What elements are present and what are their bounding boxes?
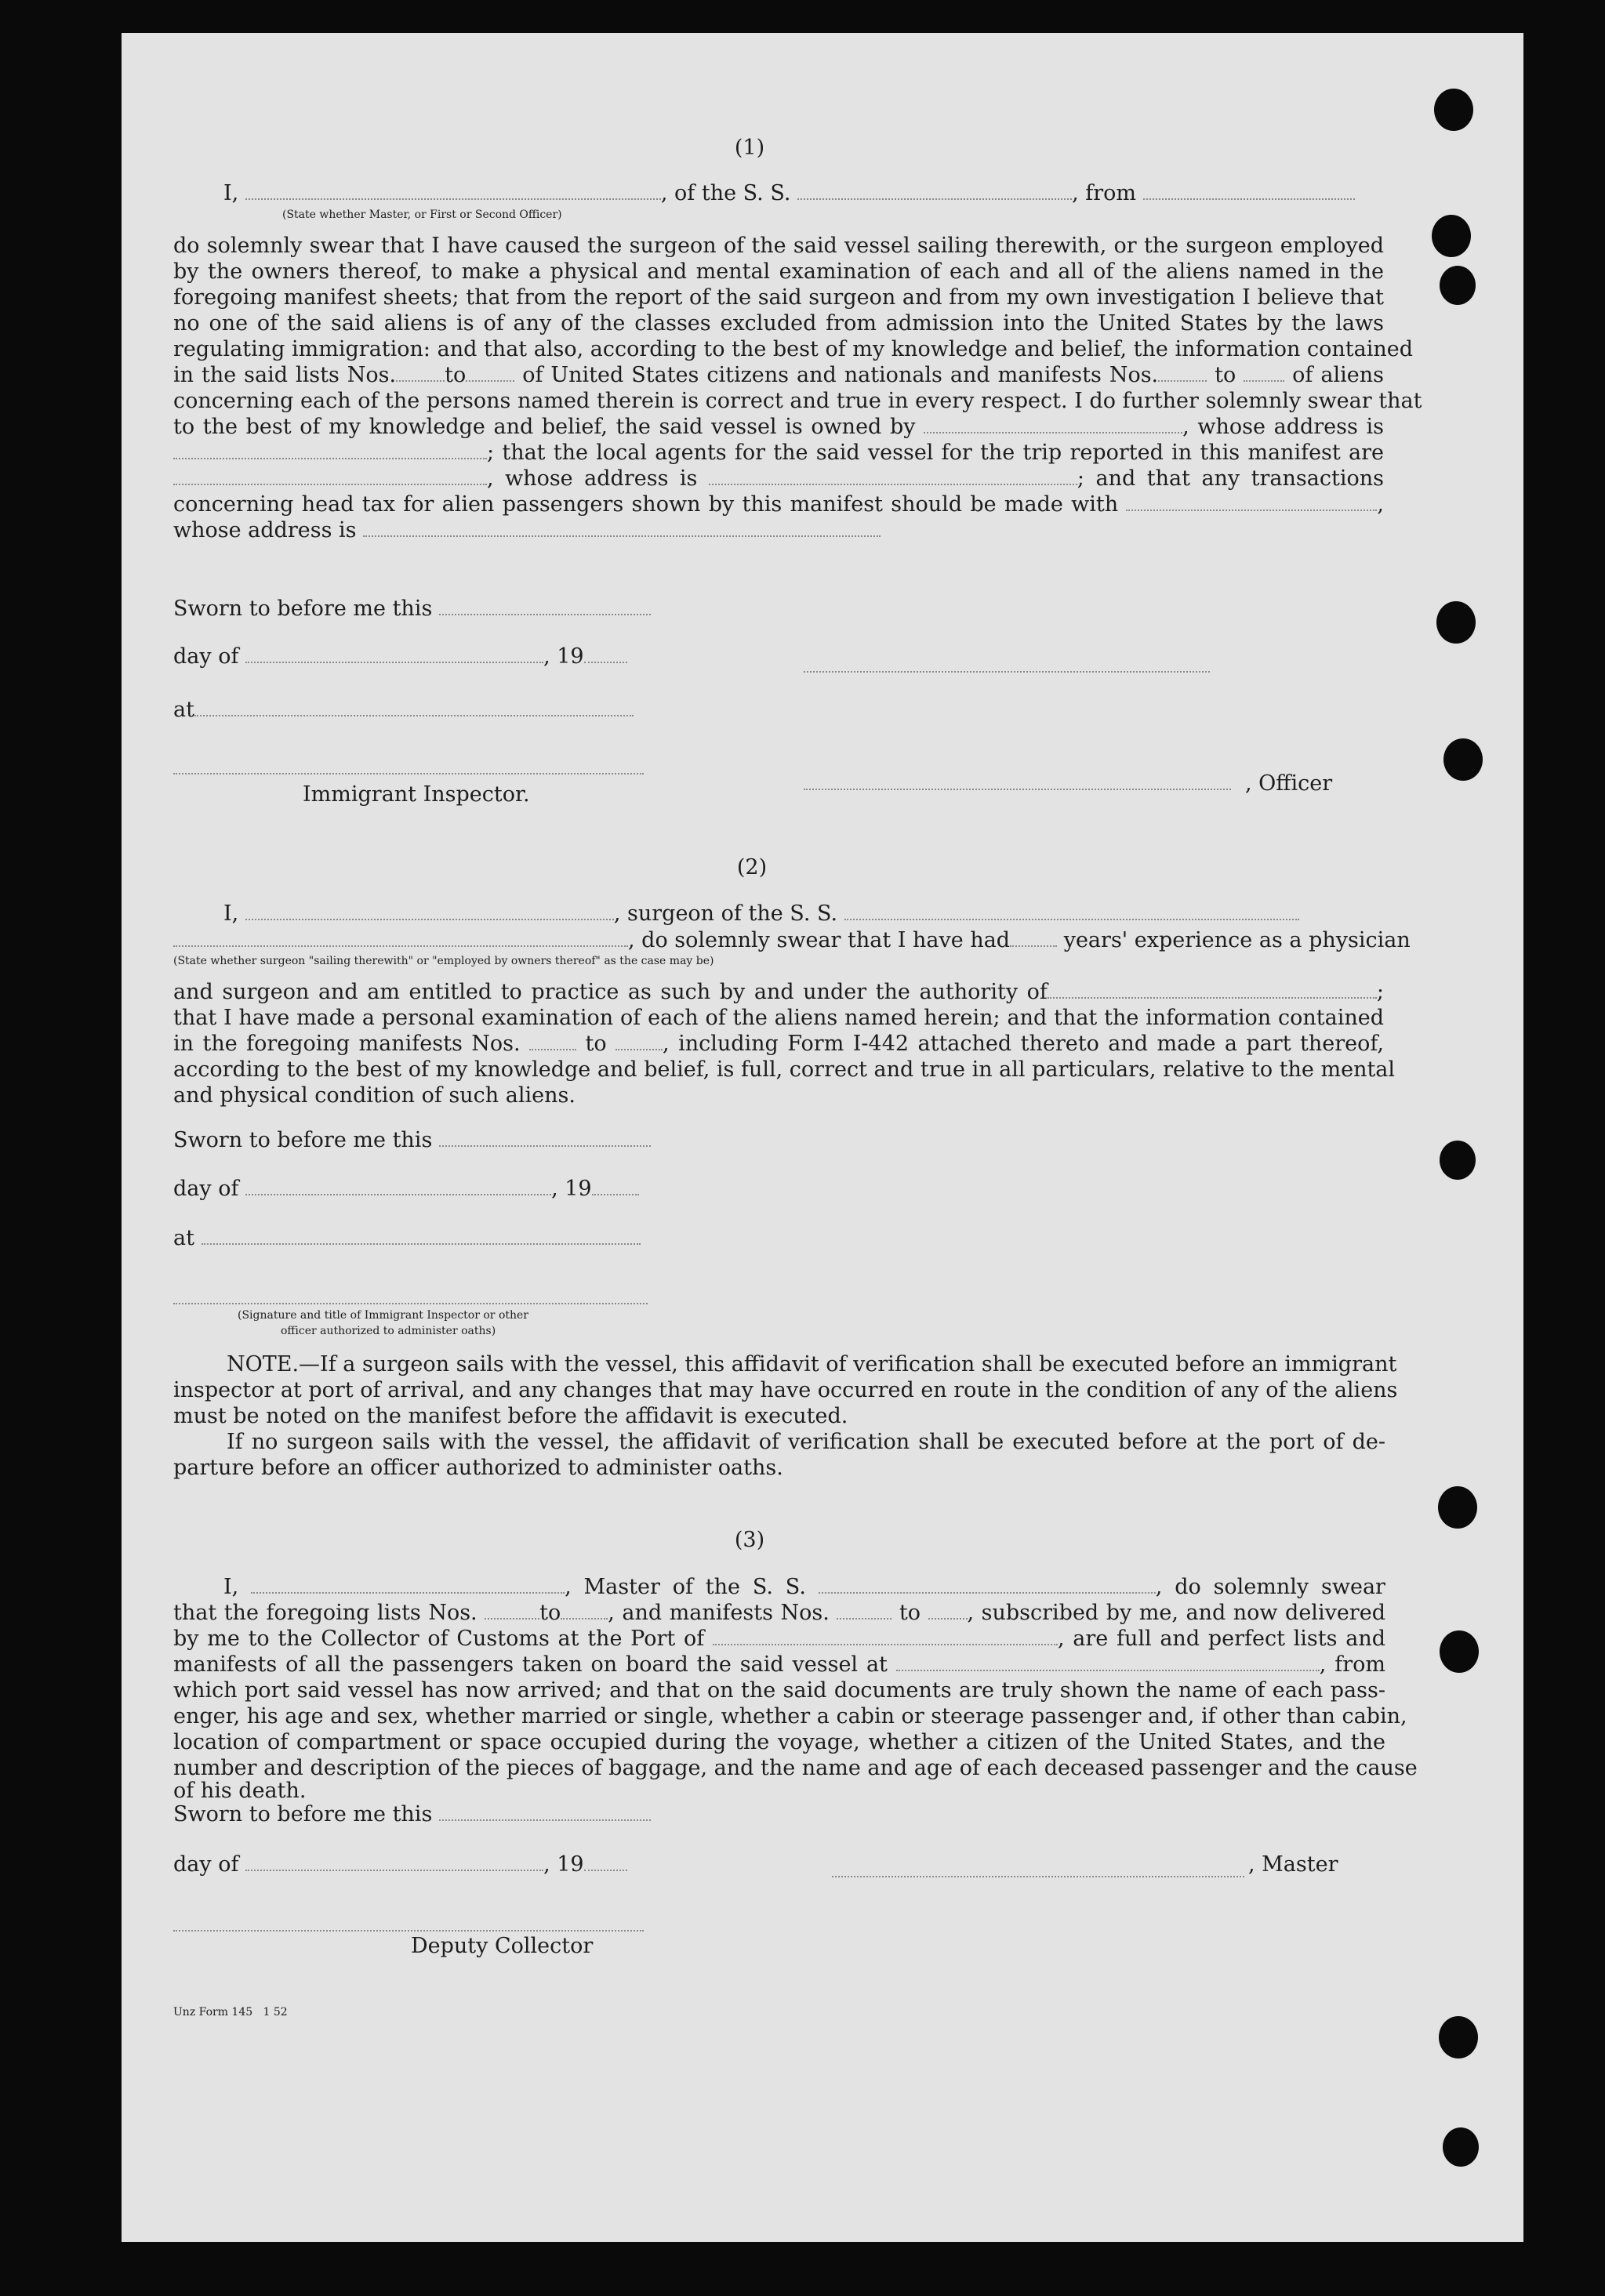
- board-line: manifests of all the passengers taken on board the said vessel at , from: [173, 1652, 1385, 1677]
- head-tax-address-field[interactable]: [363, 518, 881, 537]
- sworn-label: Sworn to before me this: [173, 1801, 1385, 1827]
- body-line: regulating immigration: and that also, according to the best of my knowledge and belief, the information contained: [173, 337, 1414, 361]
- binder-hole: [1432, 215, 1471, 257]
- section-2-number: (2): [736, 855, 768, 880]
- day-of-line: day of , 19: [173, 644, 627, 669]
- body-line: enger, his age and sex, whether married or single, whether a cabin or steerage passenger and, if other than cabin,: [173, 1704, 1407, 1728]
- lists-to-field[interactable]: [466, 363, 514, 382]
- master-line: I, , Master of the S. S. , do solemnly swear: [223, 1575, 1385, 1599]
- lists-from-field[interactable]: [396, 363, 445, 382]
- surgeon-note: (State whether surgeon "sailing therewith" or "employed by owners thereof" as the case may be): [173, 955, 714, 967]
- lists-nos-line: in the said lists Nos. to of United States citizens and nationals and manifests Nos. to of aliens: [173, 363, 1384, 387]
- deputy-signature-line[interactable]: [173, 1928, 644, 1931]
- section-2-body: [173, 979, 1396, 1108]
- boarding-port-field[interactable]: [896, 1652, 1320, 1671]
- binder-hole: [1439, 2016, 1478, 2058]
- body-line: of his death.: [173, 1779, 307, 1803]
- signature-note-1: (Signature and title of Immigrant Inspector or other: [238, 1309, 528, 1322]
- sworn-day-field[interactable]: [439, 1128, 651, 1147]
- binder-hole: [1440, 266, 1476, 305]
- sworn-day-field[interactable]: [439, 1802, 651, 1821]
- officer-note: (State whether Master, or First or Second Officer): [282, 209, 562, 221]
- lists-to-field[interactable]: [561, 1601, 608, 1620]
- year-field[interactable]: [584, 1852, 627, 1871]
- surgeon-employment-field[interactable]: [173, 928, 628, 947]
- collector-line: by me to the Collector of Customs at the Port of , are full and perfect lists and: [173, 1627, 1385, 1651]
- month-field[interactable]: [245, 1177, 551, 1195]
- authority-field[interactable]: [1048, 980, 1377, 999]
- at-line: at: [173, 697, 634, 723]
- manifests-to-field[interactable]: [928, 1601, 968, 1620]
- manifest-nos-line: in the foregoing manifests Nos. to , including Form I-442 attached thereto and made a part thereof,: [173, 1032, 1384, 1056]
- manifest-affidavit-page: [122, 33, 1523, 2242]
- lists-from-field[interactable]: [485, 1601, 539, 1620]
- binder-hole: [1440, 1630, 1479, 1673]
- surgeon-vessel-field[interactable]: [844, 901, 1299, 920]
- at-line: at: [173, 1225, 641, 1251]
- place-field[interactable]: [194, 698, 634, 716]
- binder-hole: [1443, 2127, 1479, 2167]
- manifest-to-field[interactable]: [615, 1032, 663, 1050]
- body-line: number and description of the pieces of baggage, and the name and age of each deceased passenger and the cause: [173, 1756, 1418, 1780]
- immigrant-inspector-label: Immigrant Inspector.: [303, 782, 530, 807]
- surgeon-name-field[interactable]: [245, 901, 614, 920]
- body-line: and physical condition of such aliens.: [173, 1083, 576, 1108]
- sworn-day-field[interactable]: [439, 597, 651, 615]
- binder-hole: [1440, 1141, 1476, 1180]
- year-field[interactable]: [584, 644, 627, 663]
- body-line: foregoing manifest sheets; that from the report of the said surgeon and from my own investigation I believe that: [173, 285, 1384, 310]
- body-line: concerning each of the persons named therein is correct and true in every respect. I do further solemnly swear that: [173, 389, 1422, 413]
- note-line: NOTE.—If a surgeon sails with the vessel, this affidavit of verification shall be executed before an immigrant: [227, 1352, 1397, 1377]
- years-field[interactable]: [1010, 928, 1057, 947]
- lists-line: that the foregoing lists Nos. to , and manifests Nos. to , subscribed by me, and now delivered: [173, 1601, 1385, 1625]
- body-line: do solemnly swear that I have caused the surgeon of the said vessel sailing therewith, or the surgeon employed: [173, 234, 1384, 258]
- manifests-from-field[interactable]: [837, 1601, 891, 1620]
- day-of-line: day of , 19: [173, 1176, 639, 1202]
- year-field[interactable]: [592, 1177, 639, 1195]
- binder-hole: [1443, 738, 1483, 781]
- sworn-label: Sworn to before me this: [173, 1127, 651, 1153]
- owned-by-line: to the best of my knowledge and belief, the said vessel is owned by , whose address is: [173, 415, 1384, 439]
- binder-hole: [1436, 601, 1476, 644]
- officer-signature-line[interactable]: [804, 787, 1231, 790]
- head-tax-field[interactable]: [1126, 492, 1377, 511]
- note-line: If no surgeon sails with the vessel, the affidavit of verification shall be executed before at the port of de-: [227, 1430, 1385, 1454]
- vessel-name-field[interactable]: [797, 181, 1072, 200]
- note-paragraph: [173, 1351, 1398, 1481]
- section-1-body: [173, 233, 1422, 543]
- surgeon-line-2: , do solemnly swear that I have had years' experience as a physician: [173, 927, 1411, 953]
- section-1-line-1: I, , of the S. S. , from: [223, 180, 1355, 206]
- master-vessel-field[interactable]: [819, 1575, 1156, 1594]
- body-line: according to the best of my knowledge and belief, is full, correct and true in all particulars, relative to the mental: [173, 1057, 1396, 1082]
- agents-line: ; that the local agents for the said vessel for the trip reported in this manifest are: [173, 440, 1384, 466]
- form-id: Unz Form 145 1 52: [173, 2006, 288, 2019]
- owner-address-field[interactable]: [173, 441, 487, 459]
- authority-line: and surgeon and am entitled to practice as such by and under the authority of ;: [173, 980, 1384, 1004]
- master-signature-line[interactable]: [832, 1874, 1244, 1877]
- body-line: that I have made a personal examination of each of the aliens named herein; and that the information contained: [173, 1006, 1384, 1030]
- manifests-from-field[interactable]: [1158, 363, 1207, 382]
- surgeon-line-1: I, , surgeon of the S. S.: [223, 901, 1299, 927]
- binder-hole: [1434, 89, 1473, 131]
- note-line: parture before an officer authorized to administer oaths.: [173, 1456, 783, 1480]
- month-field[interactable]: [245, 644, 543, 663]
- head-tax-line: concerning head tax for alien passengers shown by this manifest should be made with ,: [173, 492, 1385, 517]
- body-line: location of compartment or space occupied during the voyage, whether a citizen of the United States, and the: [173, 1730, 1385, 1754]
- master-name-field[interactable]: [251, 1575, 565, 1594]
- day-of-line: day of , 19: [173, 1852, 627, 1877]
- inspector-signature-line[interactable]: [173, 1301, 648, 1304]
- agents-address-line: , whose address is ; and that any transactions: [173, 466, 1384, 491]
- agents-address-field[interactable]: [709, 466, 1077, 485]
- note-line: must be noted on the manifest before the affidavit is executed.: [173, 1404, 848, 1428]
- section-3-number: (3): [734, 1528, 765, 1552]
- body-line: which port said vessel has now arrived; and that on the said documents are truly shown the name of each pass-: [173, 1678, 1385, 1703]
- officer-label: , Officer: [1245, 771, 1333, 796]
- signature-note-2: officer authorized to administer oaths): [281, 1325, 496, 1337]
- owner-field[interactable]: [924, 415, 1182, 433]
- port-field[interactable]: [713, 1627, 1058, 1645]
- binder-hole: [1438, 1486, 1477, 1529]
- manifests-to-field[interactable]: [1244, 363, 1284, 382]
- master-label: , Master: [1248, 1852, 1338, 1877]
- whose-address-line: whose address is: [173, 517, 1384, 543]
- section-3-body: [173, 1574, 1418, 1827]
- section-1-number: (1): [734, 136, 765, 160]
- inspector-signature-line[interactable]: [173, 771, 644, 774]
- place-field[interactable]: [202, 1226, 641, 1245]
- manifest-from-field[interactable]: [529, 1032, 576, 1050]
- officer-name-field[interactable]: [245, 181, 661, 200]
- deputy-collector-label: Deputy Collector: [411, 1934, 594, 1958]
- body-line: no one of the said aliens is of any of the classes excluded from admission into the United States by the laws: [173, 311, 1384, 336]
- from-port-field[interactable]: [1143, 181, 1355, 200]
- note-line: inspector at port of arrival, and any changes that may have occurred en route in the condition of any of the aliens: [173, 1378, 1398, 1402]
- master-signature-line[interactable]: [804, 669, 1210, 673]
- body-line: by the owners thereof, to make a physical and mental examination of each and all of the aliens named in the: [173, 259, 1384, 284]
- agents-field[interactable]: [173, 466, 487, 485]
- month-field[interactable]: [245, 1852, 543, 1871]
- sworn-label: Sworn to before me this: [173, 596, 651, 622]
